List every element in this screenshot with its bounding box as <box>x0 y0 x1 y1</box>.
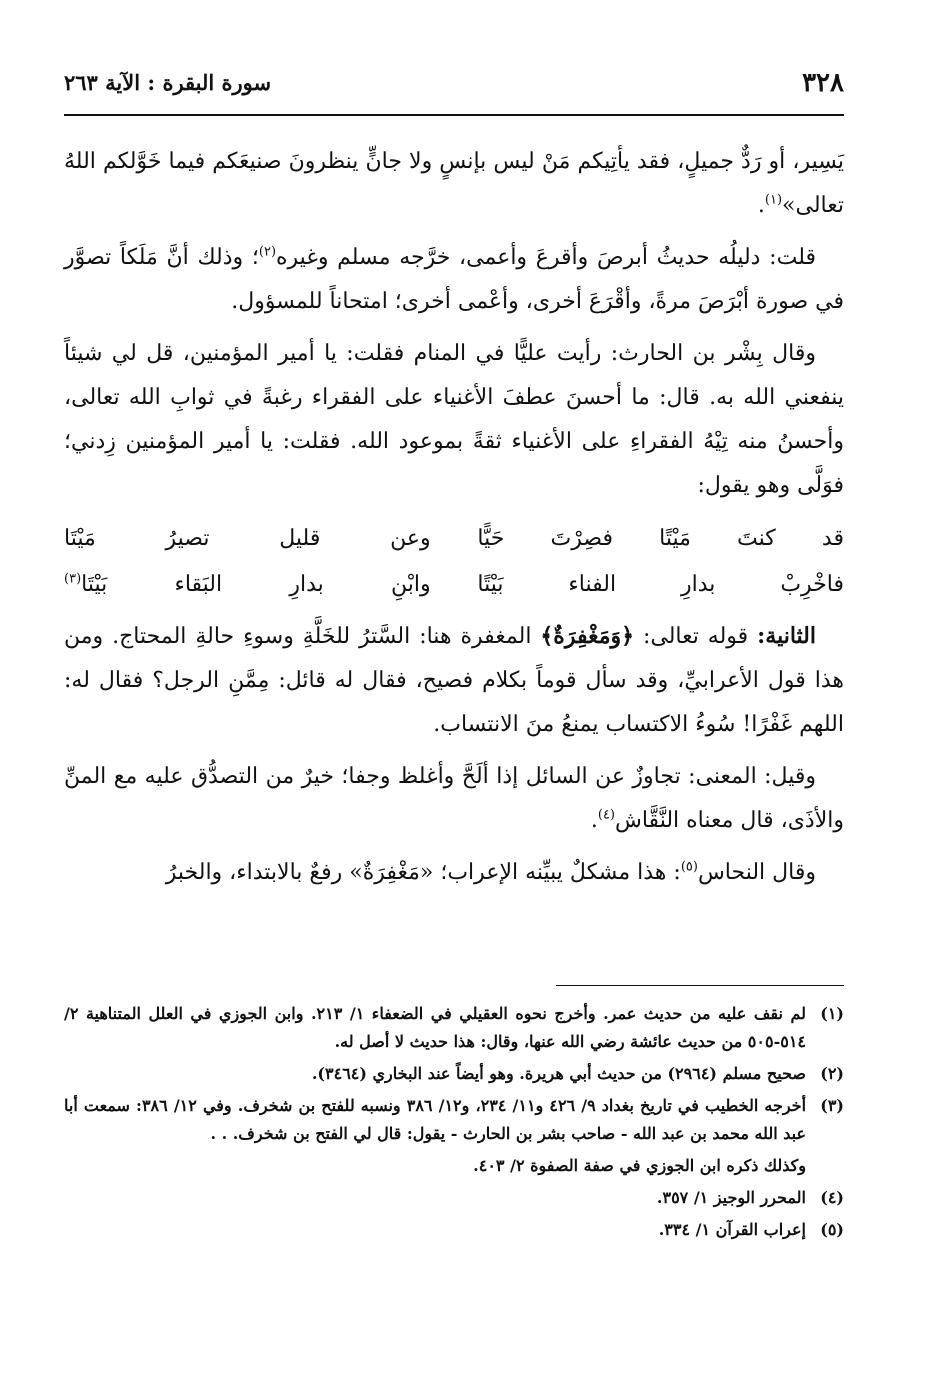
verse-2 <box>64 562 844 608</box>
paragraph-1-text: يَسِير، أو رَدٌّ جميلٍ، فقد يأتِيكم مَنْ ليس بإنسٍ ولا جانٍّ ينظرونَ صنيعَكم فيما خَوَّلكم اللهُ تعالى» <box>64 149 844 218</box>
footnote <box>64 1092 844 1148</box>
paragraph-1-end: . <box>757 193 765 218</box>
footnotes <box>64 1000 844 1248</box>
paragraph-2 <box>64 236 844 324</box>
footnote-text: أخرجه الخطيب في تاريخ بغداد ٩/ ٤٢٦ و١١/ ٢٣٤، و١٢/ ٣٨٦ ونسبه للفتح بن شخرف. وفي ١٢/ ٣٨٦: سمعت أبا عبد الله محمد بن عبد الله - صاحب بشر بن الحارث - يقول: قال لي الفتح بن شخرف. . . <box>64 1096 807 1143</box>
verse-1 <box>64 516 844 562</box>
verse-2-first-hemistich: فاخْرِبْ بدارِ الفناء بَيْتًا <box>477 572 844 597</box>
paragraph-4-text: المغفرة هنا: السَّترُ للخَلَّةِ وسوءِ حالةِ المحتاج. ومن هذا قول الأعرابيِّ، وقد سأل قوماً بكلام فصيح، فقال له قائل: مِمَّنِ الرجل؟ فقال له: اللهم غَفْرًا! سُوءُ الاكتساب يمنعُ منَ الانتساب. <box>64 624 844 737</box>
footnote-continuation: وكذلك ذكره ابن الجوزي في صفة الصفوة ٢/ ٤٠٣. <box>473 1156 806 1175</box>
footnote-marker-4: (٤) <box>597 807 615 823</box>
verse-1-second-hemistich: وعن قليل تصيرُ مَيْتَا <box>64 526 431 551</box>
paragraph-5 <box>64 755 844 843</box>
page-header <box>64 62 844 102</box>
paragraph-1 <box>64 140 844 228</box>
footnote-rule <box>556 985 844 986</box>
poem <box>64 516 844 608</box>
footnote-text: لم نقف عليه من حديث عمر. وأخرج نحوه العقيلي في الضعفاء ١/ ٢١٣. وابن الجوزي في العلل المتناهية ٢/ ٥١٤-٥٠٥ من حديث عائشة رضي الله عنها، وقال: هذا حديث لا أصل له. <box>64 1004 807 1051</box>
footnote-marker-1: (١) <box>764 192 783 208</box>
footnote <box>64 1216 844 1244</box>
paragraph-6-text: : هذا مشكلٌ يبيِّنه الإعراب؛ «مَغْفِرَةٌ» رفعٌ بالابتداء، والخبرُ <box>165 860 681 885</box>
footnote <box>64 1184 844 1212</box>
footnote <box>64 1000 844 1056</box>
page-number: ٣٢٨ <box>802 68 844 98</box>
footnote-text: إعراب القرآن ١/ ٣٣٤. <box>658 1220 806 1239</box>
paragraph-3: وقال بِشْر بن الحارث: رأيت عليًّا في المنام فقلت: يا أمير المؤمنين، قل لي شيئاً ينفعني الله به. قال: ما أحسنَ عطفَ الأغنياء على الفقراء رغبةً في ثوابِ الله تعالى، وأحسنُ منه تِيْهُ الفقراءِ على الأغنياء ثقةً بموعود الله. فقلت: يا أمير المؤمنين زِدني؛ فوَلَّى وهو يقول: <box>64 341 844 498</box>
header-rule <box>64 114 844 116</box>
footnote-marker-3: (٣) <box>64 571 82 587</box>
footnote-number: (١) <box>820 1004 844 1023</box>
paragraph-6 <box>64 851 844 895</box>
footnote-number: (٥) <box>820 1220 844 1239</box>
verse-2-second-hemistich <box>64 562 431 608</box>
running-title: سورة البقرة : الآية ٢٦٣ <box>64 70 272 95</box>
footnote-text: المحرر الوجيز ١/ ٣٥٧. <box>656 1188 806 1207</box>
footnote-number: (٣) <box>820 1096 844 1115</box>
quran-quote: ﴿وَمَغْفِرَةٌ﴾ <box>540 623 635 649</box>
footnote-text: صحيح مسلم (٢٩٦٤) من حديث أبي هريرة. وهو أيضاً عند البخاري (٣٤٦٤). <box>311 1064 806 1083</box>
paragraph-6-intro: وقال النحاس <box>697 860 816 885</box>
section-lead: الثانية: <box>757 623 816 649</box>
paragraph-2-text: قلت: دليلُه حديثُ أبرصَ وأقرعَ وأعمى، خرَّجه مسلم وغيره <box>276 245 816 270</box>
paragraph-4 <box>64 614 844 747</box>
footnote-number: (٤) <box>820 1188 844 1207</box>
paragraph-2-rest: ؛ وذلك أنَّ مَلَكاً تصوَّر في صورة أبْرَصَ مرةً، وأقْرَعَ أخرى، وأعْمى أخرى؛ امتحاناً للمسؤول. <box>64 245 844 314</box>
paragraph-4-intro: قوله تعالى: <box>642 624 749 649</box>
verse-2-second-text: وابْنِ بدارِ البَقاء بَيْتَا <box>81 572 431 597</box>
main-text <box>64 140 844 903</box>
verse-1-first-hemistich: قد كنتَ مَيْتًا فصِرْتَ حَيًّا <box>477 526 844 551</box>
footnote-marker-2: (٢) <box>258 244 277 260</box>
footnote-marker-5: (٥) <box>680 859 698 875</box>
footnote <box>64 1060 844 1088</box>
paragraph-5-text: وقيل: المعنى: تجاوزٌ عن السائل إذا ألَحَّ وأغلظ وجفا؛ خيرٌ من التصدُّق عليه مع المنِّ والأذَى، قال معناه النَّقَّاش <box>64 764 844 833</box>
footnote-number: (٢) <box>820 1064 844 1083</box>
paragraph-5-end: . <box>590 808 598 833</box>
